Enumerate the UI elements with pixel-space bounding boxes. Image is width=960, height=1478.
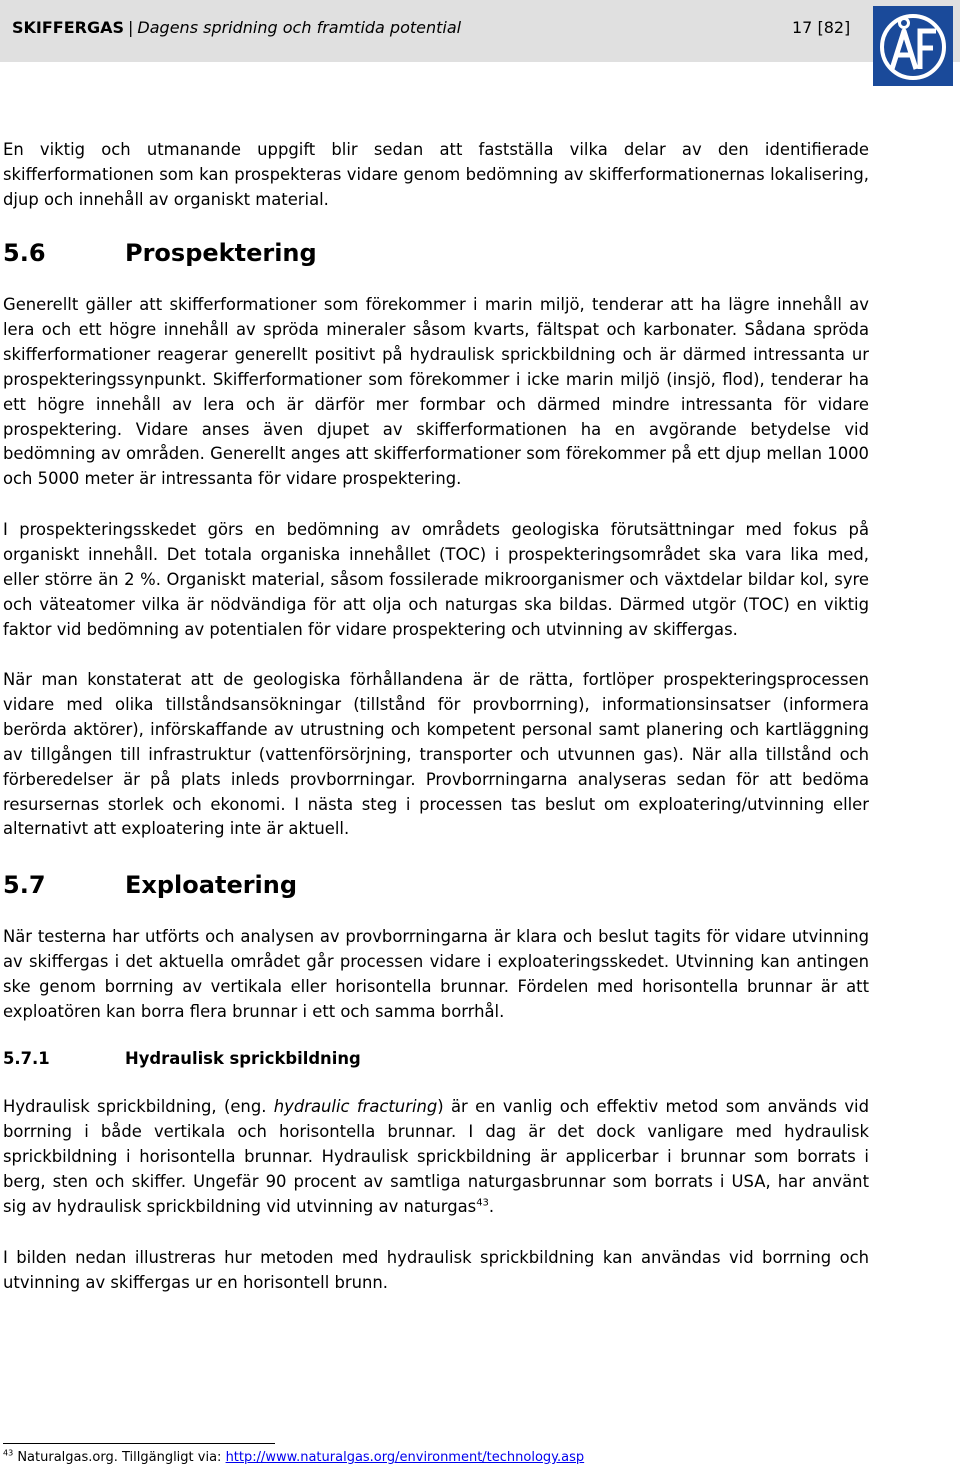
- af-logo-icon: [873, 6, 953, 86]
- footnote-marker: 43: [3, 1448, 14, 1458]
- section-title: Prospektering: [125, 239, 317, 267]
- document-subtitle: Dagens spridning och framtida potential: [137, 18, 462, 37]
- page-number: 17 [82]: [792, 18, 851, 37]
- footnote-reference[interactable]: 43: [476, 1197, 489, 1209]
- intro-paragraph: En viktig och utmanande uppgift blir sedan att fastställa vilka delar av den identifierade skifferformationen som kan prospekteras vidare genom bedömning av skifferformationernas lokalisering, djup och innehåll av organiskt material.: [3, 140, 869, 209]
- section-5-7-paragraph-1: När testerna har utförts och analysen av provborrningarna är klara och beslut tagits för vidare utvinning av skiffergas i det aktuella området går processen vidare i exploateringsskedet. Utvinning kan antingen ske genom borrning av vertikala eller horisontella brunnar. Fördelen med horisontella brunnar är att exploatören kan borra flera brunnar i ett och samma borrhål.: [3, 927, 869, 1021]
- paragraph-text: ) är en vanlig och effektiv metod som används vid borrning i både vertikala och horisontella brunnar. I dag är det dock vanligare med hydraulisk sprickbildning i horisontella brunnar. Hydraulisk sprickbildning är applicerbar i brunnar som borrats i berg, sten och skiffer. Ungefär 90 procent av samtliga naturgasbrunnar som borrats i USA, har använt sig av hydraulisk sprickbildning vid utvinning av naturgas: [3, 1097, 869, 1216]
- subsection-title: Hydraulisk sprickbildning: [125, 1049, 361, 1068]
- footnote-divider: [3, 1443, 275, 1444]
- paragraph-text: Hydraulisk sprickbildning, (eng.: [3, 1097, 274, 1116]
- section-5-6-heading: [3, 238, 317, 268]
- footnote-text: Naturalgas.org. Tillgängligt via:: [13, 1450, 226, 1465]
- document-title: SKIFFERGAS: [12, 18, 125, 37]
- section-5-7-heading: [3, 870, 297, 900]
- english-term: hydraulic fracturing: [273, 1097, 438, 1116]
- footnote-link[interactable]: http://www.naturalgas.org/environment/technology.asp: [225, 1450, 585, 1465]
- paragraph-text: .: [488, 1196, 495, 1216]
- section-number: 5.7: [3, 871, 46, 899]
- section-5-6-paragraph-3: När man konstaterat att de geologiska förhållandena är de rätta, fortlöper prospekteringsprocessen vidare med olika tillståndsansökningar (tillstånd för provborrning), informationsinsatser (informera berörda aktörer), införskaffande av utrustning och kompetent personal samt planering och kartläggning av tillgången till infrastruktur (vattenförsörjning, transporter och utvunnen gas). När alla tillstånd och förberedelser är på plats inleds provborrningar. Provborrningarna analyseras sedan för att bedöma resursernas storlek och ekonomi. I nästa steg i processen tas beslut om exploatering/utvinning eller alternativt att exploatering inte är aktuell.: [3, 670, 869, 839]
- footnote: [3, 1449, 584, 1467]
- section-number: 5.6: [3, 239, 46, 267]
- section-5-6-paragraph-2: I prospekteringsskedet görs en bedömning av områdets geologiska förutsättningar med fokus på organiskt innehåll. Det totala organiska innehållet (TOC) i prospekteringsområdet ska vara lika med, eller större än 2 %. Organiskt material, såsom fossilerade mikroorganismer och växtdelar bildar kol, syre och väteatomer vilka är nödvändiga för att olja och naturgas ska bildas. Därmed utgör (TOC) en viktig faktor vid bedömning av potentialen för vidare prospektering och utvinning av skiffergas.: [3, 520, 869, 639]
- header-title: [12, 18, 461, 38]
- section-5-7-1-heading: [3, 1048, 361, 1070]
- header-separator: |: [128, 18, 134, 37]
- section-title: Exploatering: [125, 871, 298, 899]
- section-5-7-1-paragraph-2: I bilden nedan illustreras hur metoden med hydraulisk sprickbildning kan användas vid borrning och utvinning av skiffergas ur en horisontell brunn.: [3, 1248, 869, 1292]
- section-5-6-paragraph-1: Generellt gäller att skifferformationer som förekommer i marin miljö, tenderar att ha lägre innehåll av lera och ett högre innehåll av spröda mineraler såsom kvarts, fältspat och karbonater. Sådana spröda skifferformationer reagerar generellt positivt på hydraulisk sprickbildning och är därmed intressanta ur prospekteringssynpunkt. Skifferformationer som förekommer i icke marin miljö (insjö, flod), tenderar ha ett högre innehåll av lera och är därför mer formbar och därmed mindre intressanta för vidare prospektering. Vidare anses även djupet av skifferformationen ha en avgörande betydelse vid bedömning av områden. Generellt anges att skifferformationer som förekommer på ett djup mellan 1000 och 5000 meter är intressanta för vidare prospektering.: [3, 295, 869, 489]
- section-5-7-1-paragraph-1: [3, 1095, 869, 1220]
- page-header: [0, 0, 960, 62]
- subsection-number: 5.7.1: [3, 1049, 50, 1068]
